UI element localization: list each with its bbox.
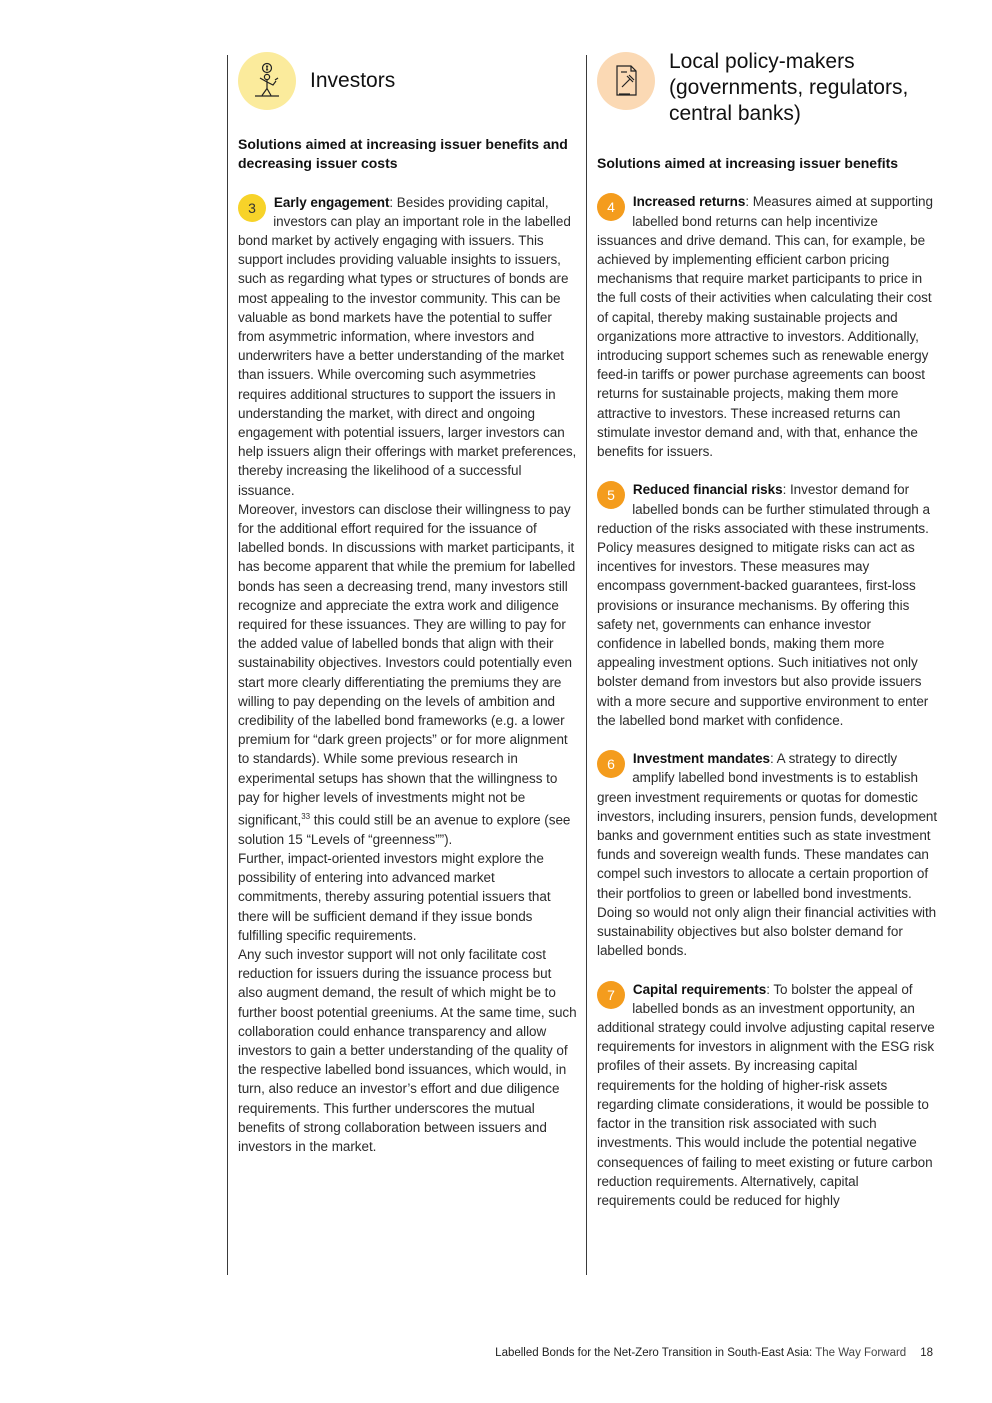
solution-3-lead: Early engagement: [273, 194, 390, 210]
solution-3-body: : Besides providing capital, investors can play an important role in the labelled bond market by actively engaging with issuers. This support includes providing valuable insights to issuers, such as regarding what types or structures of bonds are most appealing to the investor community. This can be valuable as bond markets have the potential to suffer from asymmetric information, where investors and underwriters have a better understanding of the market than issuers. While overcoming such asymmetries requires additional structures to support the issuers in understanding the market, with direct and ongoing engagement with potential issuers, larger investors can help issuers align their offerings with market preferences, thereby increasing the likelihood of a successful issuance.: [238, 194, 577, 498]
investors-paragraph-2: [238, 500, 579, 849]
solution-5-lead: Reduced financial risks: [632, 482, 783, 498]
solution-3-text: [238, 193, 579, 500]
investors-paragraph-2-main: Moreover, investors can disclose their willingness to pay for the additional effort required for the issuance of labelled bonds. In discussions with market participants, it has become apparent that while the premium for labelled bonds has seen a decreasing trend, many investors still recognize and appreciate the extra work and diligence required for these issuances. They are willing to pay for the added value of labelled bonds that align with their sustainability objectives. Investors could potentially even start more clearly differentiating the premiums they are willing to pay depending on the levels of ambition and credibility of the labelled bond frameworks (e.g. a lower premium for “dark green projects” or for more alignment to standards). While some previous research in experimental setups has shown that the willingness to pay for higher levels of investments might not be significant,: [238, 501, 576, 828]
investors-title: Investors: [310, 69, 396, 92]
gavel-document-icon: [597, 52, 655, 110]
footnote-reference: 33: [301, 812, 310, 822]
solution-5-body: : Investor demand for labelled bonds can be further stimulated through a reduction of the risks associated with these instruments. Policy measures designed to mitigate risks can act as incentives for investors. These measures may encompass government-backed guarantees, first-loss provisions or insurance mechanisms. By offering this safety net, governments can enhance investor confidence in labelled bonds, making them more appealing investment options. Such initiatives not only bolster demand from investors but also provide issuers with a more secure and supportive environment to enter the labelled bond market with confidence.: [597, 482, 930, 728]
investors-paragraph-4: Any such investor support will not only facilitate cost reduction for issuers during the issuance process but also augment demand, the result of which might be to further boost potential greeniums. At the same time, such collaboration could enhance transparency and allow investors to gain a better understanding of the quality of the respective labelled bond issuances, which would, in turn, also reduce an investor’s effort and due diligence requirements. This further underscores the mutual benefits of strong collaboration between issuers and investors in the market.: [238, 947, 577, 1155]
solution-7-body: : To bolster the appeal of labelled bonds as an investment opportunity, an additional strategy could involve adjusting capital reserve requirements for investors in alignment with the ESG risk profiles of their assets. By increasing capital requirements for the holding of higher-risk assets regarding climate considerations, it would be possible to factor in the transition risk associated with such investments. This would include the potential negative consequences of failing to meet existing or future carbon reduction requirements. Alternatively, capital requirements could be reduced for highly: [597, 981, 935, 1208]
solution-7-text: [597, 980, 938, 1210]
solution-6: [597, 749, 938, 960]
investors-paragraph-3: Further, impact-oriented investors might explore the possibility of entering into advanced market commitments, thereby assuring potential issuers that there will be sufficient demand if they issue bonds fulfilling specific requirements.: [238, 851, 551, 943]
solution-number-badge: 7: [597, 981, 625, 1009]
page-number: 18: [920, 1347, 933, 1359]
policy-makers-column: [586, 50, 938, 1275]
investor-icon: [238, 52, 296, 110]
investors-column: [227, 55, 579, 1275]
solution-7: [597, 980, 938, 1210]
solution-3: [238, 193, 579, 500]
investors-paragraph-2-end: this could still be an avenue to explore (see solution 15 “Levels of “greenness””).: [238, 812, 571, 847]
solution-4: [597, 192, 938, 461]
solution-5-text: [597, 480, 938, 730]
policy-makers-header: [597, 50, 938, 135]
footer-subtitle: The Way Forward: [812, 1347, 907, 1359]
policy-makers-title-sub: (governments, regulators, central banks): [669, 76, 909, 125]
solution-4-body: : Measures aimed at supporting labelled bond returns can help incentivize issuances and drive demand. This can, for example, be achieved by implementing efficient carbon pricing mechanisms that require market participants to price in the full costs of their activities when calculating their cost of capital, thereby making sustainable projects and organizations more attractive to investors. Additionally, introducing support schemes such as renewable energy feed-in tariffs or power purchase agreements can boost returns for sustainable projects, making them more attractive to investors. These increased returns can stimulate investor demand and, with that, enhance the benefits for issuers.: [597, 194, 933, 460]
policy-makers-title-main: Local policy-makers: [669, 50, 855, 73]
solution-7-lead: Capital requirements: [632, 981, 767, 997]
solution-number-badge: 6: [597, 750, 625, 778]
solution-number-badge: 5: [597, 481, 625, 509]
solution-4-text: [597, 192, 938, 461]
solution-5: [597, 480, 938, 730]
policy-makers-title: [669, 49, 938, 127]
solution-6-text: [597, 749, 938, 960]
page-footer: [445, 1347, 933, 1359]
footer-title: Labelled Bonds for the Net-Zero Transition in South-East Asia:: [495, 1347, 813, 1359]
investors-section-heading: Solutions aimed at increasing issuer benefits and decreasing issuer costs: [238, 136, 568, 172]
solution-4-lead: Increased returns: [632, 194, 746, 210]
solution-number-badge: 4: [597, 193, 625, 221]
investors-header: [238, 55, 579, 135]
policy-makers-section-heading: Solutions aimed at increasing issuer benefits: [597, 155, 899, 171]
solution-6-lead: Investment mandates: [632, 751, 770, 767]
solution-number-badge: 3: [238, 194, 266, 222]
solution-6-body: : A strategy to directly amplify labelled bond investments is to establish green investment requirements or quotas for domestic investors, including insurers, pension funds, development banks and government entities such as state investment funds and sovereign wealth funds. These mandates can compel such investors to allocate a certain proportion of their portfolios to green or labelled bond investments. Doing so would not only align their financial activities with sustainability objectives but also bolster demand for labelled bonds.: [597, 751, 938, 959]
